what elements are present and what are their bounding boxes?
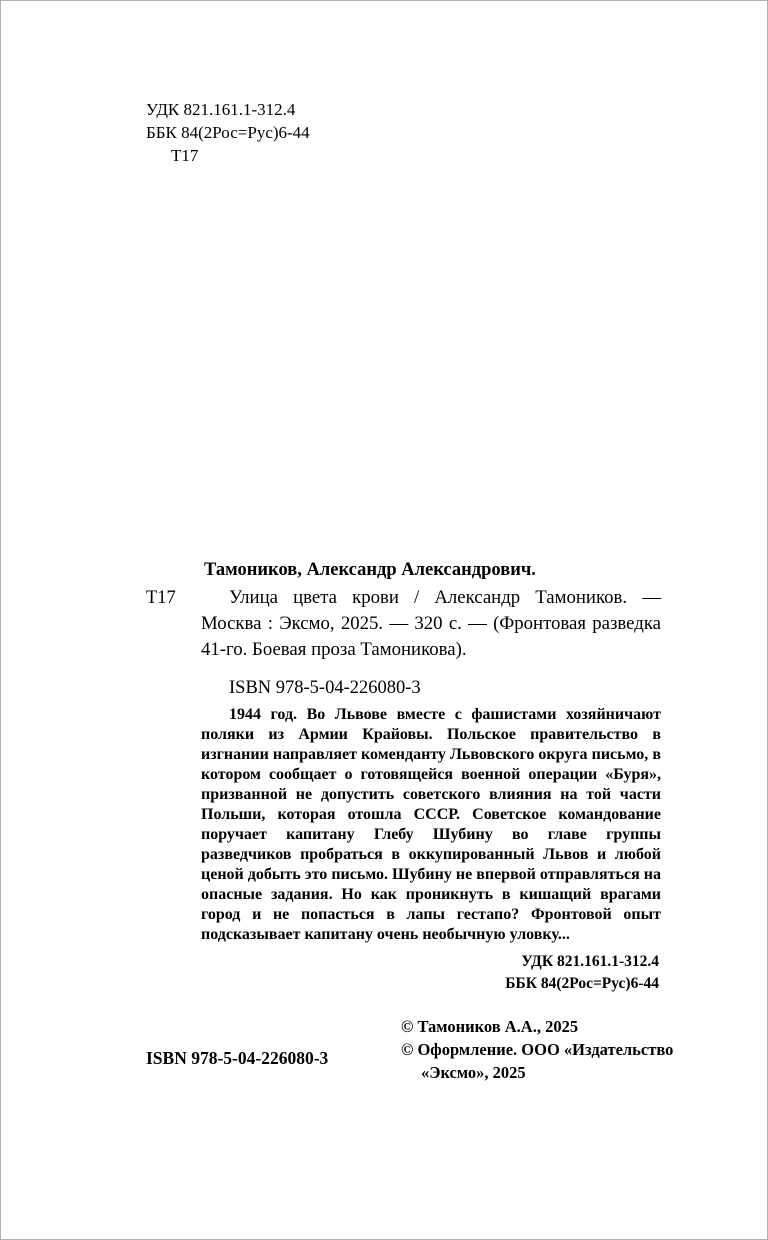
udk-code: УДК 821.161.1-312.4: [146, 100, 296, 119]
classification-header: [146, 98, 310, 167]
bbk-code-footer: ББК 84(2Рос=Рус)6-44: [505, 975, 659, 992]
copyright-block: [401, 1015, 673, 1084]
copyright-line-author: © Тамоников А.А., 2025: [401, 1017, 579, 1036]
bibliographic-row: [146, 585, 661, 663]
annotation-text: 1944 год. Во Львове вместе с фашистами хозяйничают поляки из Армии Крайовы. Польское правительство в изгнании направляет коменданту Львовского округа письмо, в котором сообщает о готовящейся военной операции «Буря», призванной не допустить советского влияния на той части Польши, которая отошла СССР. Советское командование поручает капитану Глебу Шубину во главе группы разведчиков пробраться в оккупированный Львов и любой ценой добыть это письмо. Шубину не впервой отправляться на опасные задания. Но как проникнуть в кишащий врагами город и не попасться в лапы гестапо? Фронтовой опыт подсказывает капитану очень необычную уловку...: [201, 706, 661, 943]
isbn-catalog: ISBN 978-5-04-226080-3: [229, 678, 421, 698]
bibliographic-description: Улица цвета крови / Александр Тамоников. — Москва : Эксмо, 2025. — 320 с. — (Фронтовая разведка 41-го. Боевая проза Тамоникова).: [201, 587, 661, 660]
author-heading: Тамоников, Александр Александрович.: [204, 560, 536, 580]
author-sign: Т17: [171, 146, 199, 165]
author-sign-margin: Т17: [146, 588, 176, 608]
catalog-entry: [146, 557, 661, 700]
classification-footer: [505, 951, 659, 995]
udk-code-footer: УДК 821.161.1-312.4: [521, 953, 659, 970]
isbn-bottom: ISBN 978-5-04-226080-3: [146, 1048, 329, 1068]
copyright-line-design: © Оформление. ООО «Издательство: [401, 1040, 674, 1059]
bbk-code: ББК 84(2Рос=Рус)6-44: [146, 123, 310, 142]
copyright-line-design-cont: «Эксмо», 2025: [421, 1063, 526, 1082]
